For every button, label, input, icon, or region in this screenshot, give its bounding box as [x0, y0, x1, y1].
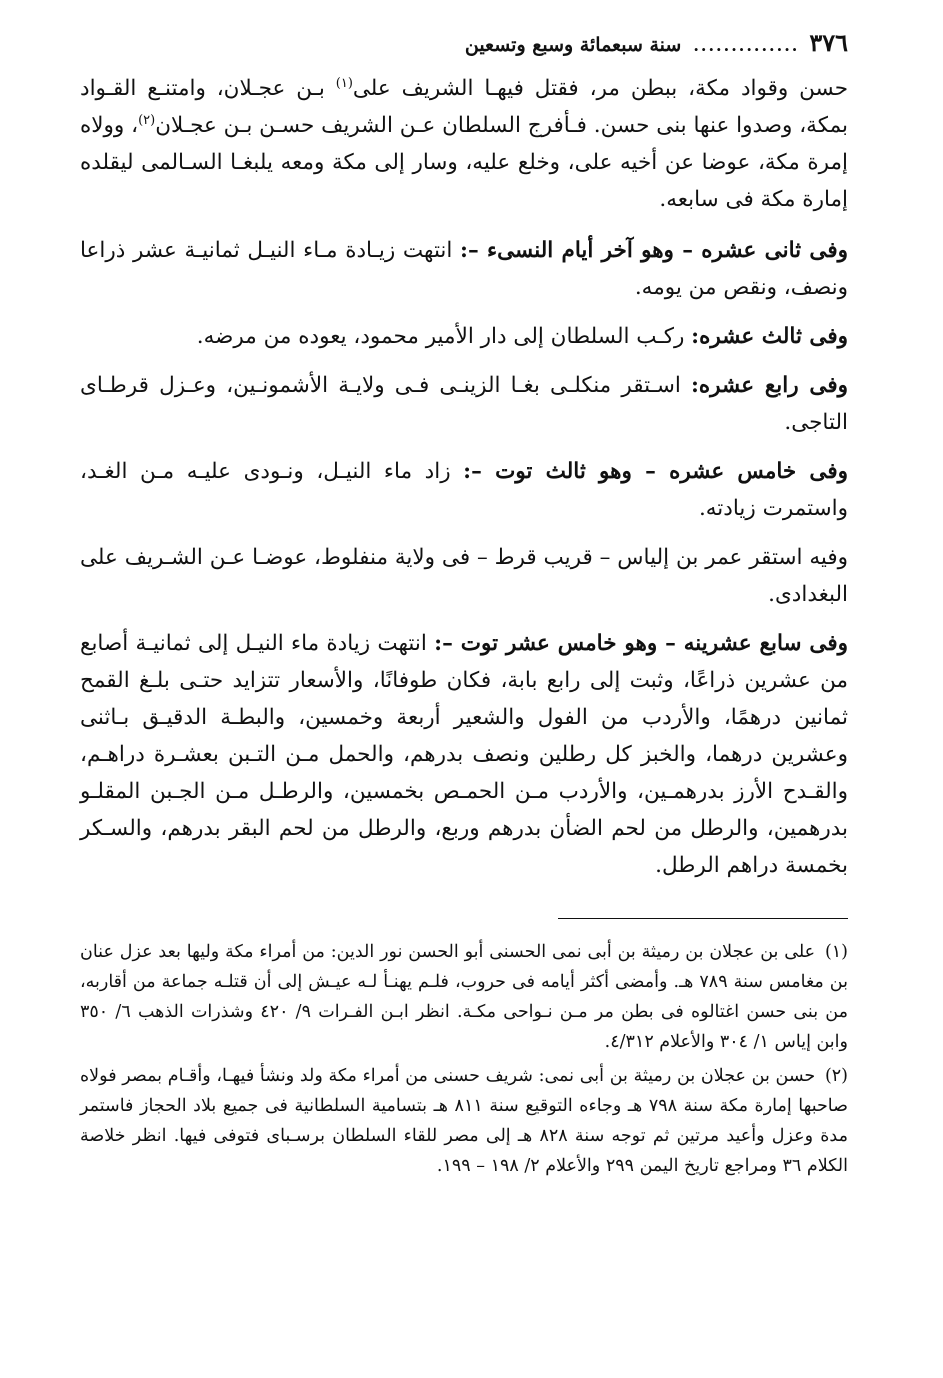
- date-heading: وفى خامس عشره – وهو ثالث توت –:: [463, 459, 848, 484]
- book-page: [80, 28, 848, 1358]
- paragraph-4: [80, 367, 848, 441]
- date-heading: وفى رابع عشره:: [690, 373, 848, 398]
- paragraph-text: اسـتقر منكلـى بغـا الزينـى فـى ولايـة الأشمونـين، وعـزل قرطـاى التاجى.: [80, 373, 848, 435]
- paragraph-6: [80, 539, 848, 613]
- footnote-reference-2[interactable]: (٢): [138, 112, 156, 128]
- date-heading: وفى ثانى عشره – وهو آخر أيام النسىء –:: [460, 238, 848, 263]
- paragraph-1: [80, 70, 848, 218]
- footnote-separator: [558, 918, 848, 919]
- paragraph-2: [80, 232, 848, 306]
- paragraph-text: ، وولاه إمرة مكة، عوضا عن أخيه على، وخلع عليه، وسار إلى مكة ومعه يلبغـا السـالمى ليقلده إمارة مكة فى سابعه.: [80, 113, 848, 212]
- page-number: ٣٧٦: [809, 28, 848, 57]
- footnote-number: (٢): [824, 1066, 848, 1086]
- footnotes: [80, 937, 848, 1181]
- date-heading: وفى سابع عشرينه – وهو خامس عشر توت –:: [434, 631, 849, 656]
- header-leader-dots: ..............: [693, 36, 800, 55]
- paragraph-text: بـن عجـلان، وامتنـع القـواد بمكة، وصدوا عنها بنى حسن. فـأفرج السلطان عـن الشريف حسـن بـن عجـلان: [80, 76, 848, 138]
- body-text: [80, 70, 848, 884]
- paragraph-text: زاد ماء النيـل، ونـودى عليـه مـن الغـد، واستمرت زيادته.: [80, 459, 848, 521]
- footnote-number: (١): [824, 942, 848, 962]
- paragraph-text: ركـب السلطان إلى دار الأمير محمود، يعوده من مرضه.: [196, 324, 692, 349]
- footnote-text: على بن عجلان بن رميثة بن أبى نمى الحسنى أبو الحسن نور الدين: من أمراء مكة وليها بعد عزل عنان بن مغامس سنة ٧٨٩ هـ. وأمضى أكثر أيامه فى حروب، فلـم يهنـأ لـه عيـش إلى أن قتلـه جماعة من أقاربه، من بنى حسن اغتالوه فى بطن مر مـن نـواحى مكـة. انظر ابـن الفـرات ٩/ ٤٢٠ وشذرات الذهب ٦/ ٣٥٠ وابن إياس ١/ ٣٠٤ والأعلام ٤/٣١٢.: [80, 942, 849, 1052]
- footnote-2: [80, 1061, 848, 1181]
- paragraph-3: [80, 318, 848, 355]
- paragraph-5: [80, 453, 848, 527]
- footnote-text: حسن بن عجلان بن رميثة بن أبى نمى: شريف حسنى من أمراء مكة ولد ونشأ فيهـا، وأقـام بمصر فولاه صاحبها إمارة مكة سنة ٧٩٨ هـ وجاءه التوقيع سنة ٨١١ هـ بتسامية السلطانية فى جميع بلاد الحجاز فاستمر مدة وعزل وأعيد مرتين ثم توجه سنة ٨٢٨ هـ إلى مصر للقاء السلطان برسـباى فتوفى فيها. انظر خلاصة الكلام ٣٦ ومراجع تاريخ اليمن ٢٩٩ والأعلام ٢/ ١٩٨ – ١٩٩.: [80, 1066, 848, 1176]
- paragraph-text: انتهت زيادة ماء النيـل إلى ثمانيـة أصابع من عشرين ذراعًا، وثبت إلى رابع بابة، فكان طوفانًا، والأسعار تتزايد حتـى بلـغ القمح ثمانين درهمًا، والأردب من الفول والشعير أربعة وخمسين، والبطـة الدقيـق بـاثنى وعشرين درهما، والخبز كل رطلين ونصف بدرهم، والحمل مـن التـبن بعشـرة دراهـم، والقـدح الأرز بدرهمـين، والأردب مـن الحمـص بخمسين، والرطـل مـن الجـبن المقلـو بدرهمين، والرطل من لحم الضأن بدرهم وربع، والرطل من لحم البقر بدرهم، والسـكر بخمسة دراهم الرطل.: [80, 631, 848, 878]
- running-title: سنة سبعمائة وسبع وتسعين: [464, 34, 682, 56]
- running-header: [80, 28, 848, 68]
- footnote-reference-1[interactable]: (١): [335, 75, 353, 91]
- footnote-1: [80, 937, 848, 1057]
- paragraph-text: انتهت زيـادة مـاء النيـل ثمانيـة عشر ذراعا ونصف، ونقص من يومه.: [80, 238, 848, 300]
- paragraph-7: [80, 625, 848, 884]
- date-heading: وفى ثالث عشره:: [691, 324, 848, 349]
- paragraph-text: حسن وقواد مكة، ببطن مر، فقتل فيهـا الشريف على: [352, 76, 848, 101]
- paragraph-text: وفيه استقر عمر بن إلياس – قريب قرط – فى ولاية منفلوط، عوضـا عـن الشـريف على البغدادى.: [80, 545, 848, 607]
